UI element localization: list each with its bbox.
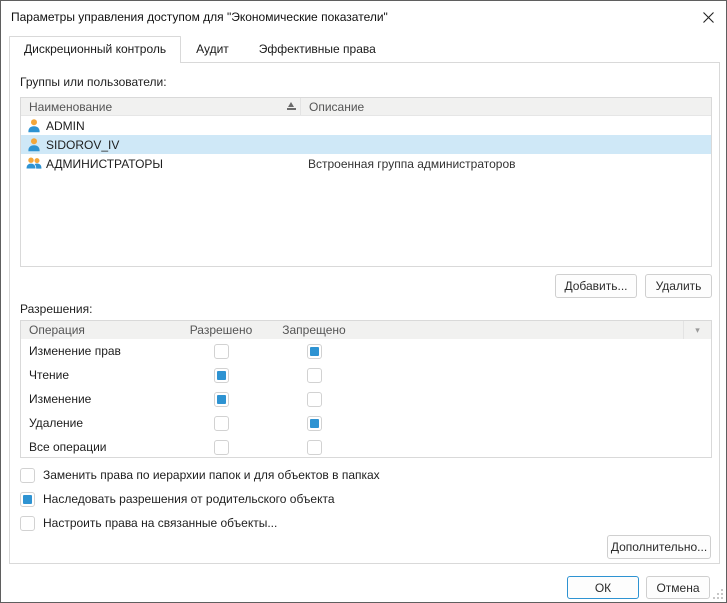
dialog-title: Параметры управления доступом для "Экономические показатели" — [11, 10, 388, 24]
list-header — [21, 98, 711, 116]
column-header-name[interactable] — [21, 98, 300, 115]
denied-checkbox[interactable] — [307, 440, 322, 455]
linked-objects-checkbox[interactable] — [20, 516, 35, 531]
permission-row — [21, 435, 711, 458]
tab-discretionary-control[interactable]: Дискреционный контроль — [9, 36, 181, 63]
tab-bar — [1, 31, 726, 62]
denied-checkbox[interactable] — [307, 368, 322, 383]
user-row[interactable] — [21, 135, 711, 154]
replace-rights-label: Заменить права по иерархии папок и для объектов в папках — [43, 468, 380, 482]
denied-checkbox[interactable] — [307, 392, 322, 407]
sort-ascending-icon — [287, 102, 296, 111]
permission-row — [21, 387, 711, 411]
group-icon — [26, 156, 42, 172]
close-icon[interactable] — [700, 9, 716, 25]
column-header-denied: Запрещено — [282, 323, 346, 337]
denied-checkbox[interactable] — [307, 416, 322, 431]
column-header-allowed: Разрешено — [189, 323, 253, 337]
remove-button[interactable]: Удалить — [645, 274, 712, 298]
option-row — [20, 487, 335, 511]
group-description: Встроенная группа администраторов — [308, 156, 516, 171]
allowed-checkbox[interactable] — [214, 344, 229, 359]
allowed-checkbox[interactable] — [214, 392, 229, 407]
option-row — [20, 511, 277, 535]
group-row[interactable] — [21, 154, 711, 173]
linked-objects-label: Настроить права на связанные объекты... — [43, 516, 278, 530]
inherit-permissions-label: Наследовать разрешения от родительского объекта — [43, 492, 335, 506]
operation-label: Изменение прав — [29, 344, 121, 358]
tab-effective-rights[interactable]: Эффективные права — [258, 42, 376, 56]
add-button[interactable]: Добавить... — [555, 274, 637, 298]
operation-label: Изменение — [29, 392, 92, 406]
column-menu-button[interactable]: ▾ — [683, 321, 711, 339]
cancel-button[interactable]: Отмена — [646, 576, 710, 599]
column-header-operation: Операция — [29, 323, 85, 337]
permissions-label: Разрешения: — [20, 302, 93, 316]
permission-row — [21, 339, 711, 363]
user-icon — [26, 137, 42, 153]
user-icon — [26, 118, 42, 134]
advanced-button[interactable]: Дополнительно... — [607, 535, 711, 559]
option-row — [20, 463, 380, 487]
groups-users-label: Группы или пользователи: — [20, 75, 167, 89]
operation-label: Чтение — [29, 368, 70, 382]
resize-grip-icon[interactable] — [712, 588, 724, 600]
groups-users-list — [20, 97, 712, 267]
column-header-description-label: Описание — [309, 99, 365, 114]
user-row[interactable] — [21, 116, 711, 135]
permissions-table — [20, 320, 712, 458]
tab-audit[interactable]: Аудит — [196, 42, 229, 56]
column-header-description[interactable] — [300, 98, 711, 115]
inherit-permissions-checkbox[interactable] — [20, 492, 35, 507]
user-name: SIDOROV_IV — [46, 137, 120, 152]
ok-button[interactable]: ОК — [567, 576, 639, 599]
allowed-checkbox[interactable] — [214, 368, 229, 383]
user-name: ADMIN — [46, 118, 85, 133]
allowed-checkbox[interactable] — [214, 440, 229, 455]
denied-checkbox[interactable] — [307, 344, 322, 359]
title-bar — [1, 1, 726, 31]
header-filler — [361, 321, 683, 339]
operation-label: Удаление — [29, 416, 84, 430]
group-name: АДМИНИСТРАТОРЫ — [46, 156, 164, 171]
permission-row — [21, 411, 711, 435]
operation-label: Все операции — [29, 440, 107, 454]
permissions-header — [21, 321, 711, 339]
replace-rights-checkbox[interactable] — [20, 468, 35, 483]
allowed-checkbox[interactable] — [214, 416, 229, 431]
permission-row — [21, 363, 711, 387]
column-header-name-label: Наименование — [29, 99, 113, 114]
discretionary-control-panel — [9, 62, 720, 564]
